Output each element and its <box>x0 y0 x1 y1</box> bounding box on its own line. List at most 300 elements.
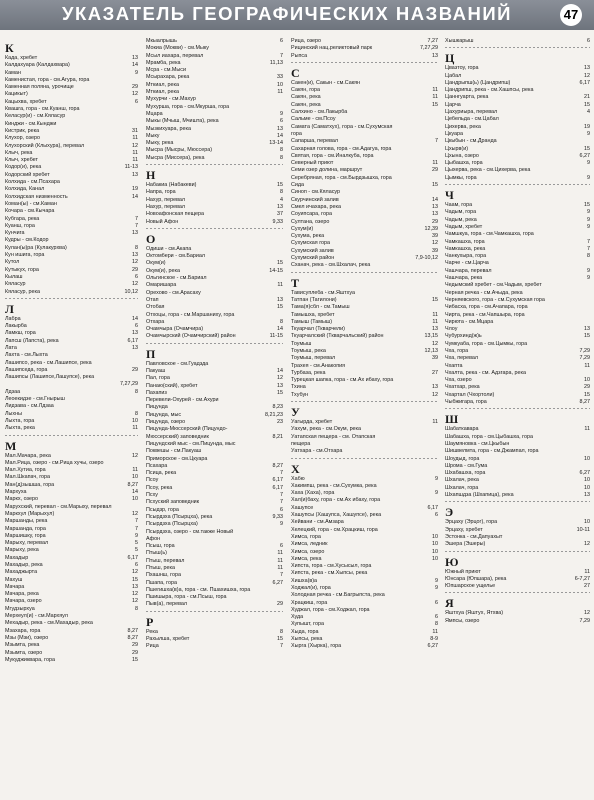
index-entry <box>291 643 438 650</box>
place-name: Цандрипш, река - см.Хашпсы, река <box>445 87 534 94</box>
page-reference: 13 <box>432 384 438 391</box>
place-name: Тоумыш, перевал <box>291 355 336 362</box>
page-reference: 7 <box>280 492 283 499</box>
place-name: Афон <box>146 535 161 542</box>
place-name: Цымкы, гора <box>445 174 477 181</box>
index-entry <box>146 477 283 484</box>
place-name: Мокиа (Мокви) - см.Мыку <box>146 45 209 52</box>
place-name: Леоекидзе - см.Гнырыш <box>5 396 65 403</box>
index-entry <box>146 629 283 636</box>
place-name: Лакырба <box>5 323 27 330</box>
index-entry <box>146 368 283 375</box>
place-name: Псыш, гора <box>146 543 175 550</box>
place-name: Квашга, гора - см.Куанш, гора <box>5 106 80 113</box>
place-name: Шхабашха, гора <box>445 470 486 477</box>
index-entry <box>291 476 438 483</box>
index-entry <box>291 304 438 311</box>
place-name: Салхино - см.Лакырба <box>291 109 348 116</box>
index-letter-heading: У <box>291 405 300 420</box>
index-entry <box>146 326 283 333</box>
index-entry <box>291 116 438 123</box>
place-name: Хышкарыш <box>445 38 474 44</box>
index-entry <box>445 363 590 370</box>
index-entry <box>146 390 283 397</box>
index-entry <box>5 230 138 237</box>
place-name: Мсыл иахара, перевал <box>146 52 204 59</box>
place-name: Псахара <box>146 462 168 469</box>
page-reference: 8,27 <box>127 627 138 634</box>
place-name: Сакян, река <box>291 101 321 108</box>
page-reference: 9 <box>280 521 283 528</box>
index-entry <box>291 426 438 433</box>
index-letter-heading: Н <box>146 168 156 183</box>
place-name: Псоу, река <box>146 484 173 491</box>
place-name: Хейвани - см.Амзара <box>291 519 344 526</box>
place-name: Мыкы (Мчыш, Мчишта), река <box>146 118 219 125</box>
index-entry <box>445 583 590 590</box>
page-reference: 12 <box>132 510 138 517</box>
page-reference: 5 <box>135 547 138 554</box>
place-name: Мсра - см.Мыси <box>146 67 187 74</box>
place-name: Яштхуа (Яштух, Ятхва) <box>445 610 504 617</box>
section-divider <box>445 408 590 409</box>
section-divider <box>146 343 283 344</box>
place-name: Колхида - см.Псахара <box>5 179 60 186</box>
place-name: Уахум, река - см.Окум, река <box>291 426 362 433</box>
index-entry <box>146 521 283 528</box>
place-name: Окум(и), река <box>146 267 181 274</box>
index-entry <box>146 282 283 289</box>
page-reference: 13 <box>132 583 138 590</box>
place-name: Марыху, перевал <box>5 540 49 547</box>
place-name: Хашупсе <box>291 504 314 511</box>
place-name: Пшишыра, гора - см.Псыш, гора <box>146 594 227 601</box>
page-reference: 31 <box>132 127 138 134</box>
index-entry <box>5 223 138 230</box>
place-name: Марухский, перевал - см.Марыху, перевал <box>5 503 112 510</box>
index-entry <box>445 297 590 304</box>
place-name: Шишвелмта, гора - см.Джампал, гора <box>445 448 539 455</box>
place-name: Махадыр <box>5 554 29 561</box>
page-reference: 8 <box>135 410 138 417</box>
place-name: Шрома - см.Гума <box>445 462 488 469</box>
place-name: Трахея - см.Анакопия <box>291 362 346 369</box>
index-entry <box>5 613 138 620</box>
index-entry <box>291 109 438 116</box>
place-name: Кодор(и), река <box>5 164 42 171</box>
index-entry <box>445 153 590 160</box>
index-entry <box>5 179 138 186</box>
index-entry <box>146 290 283 297</box>
index-entry <box>146 404 283 411</box>
place-name: Худа <box>291 614 304 621</box>
place-name: Юнсара (Юпшара), река <box>445 575 507 582</box>
index-entry <box>445 456 590 463</box>
page-reference: 12 <box>132 259 138 266</box>
place-name: Када, хребет <box>5 55 38 61</box>
index-entry <box>445 441 590 448</box>
place-name: Октомбери - см.Бариал <box>146 253 206 260</box>
place-name: Кудры - см.Кодор <box>5 237 49 244</box>
page-reference: 39 <box>432 233 438 240</box>
index-entry <box>291 204 438 211</box>
page-reference: 9 <box>435 585 438 591</box>
index-entry <box>445 224 590 231</box>
place-name: Клухор, озеро <box>5 135 40 142</box>
place-name: Чха, гора <box>445 347 469 354</box>
place-name: Шхалач, река <box>445 477 479 484</box>
page-reference: 12 <box>432 391 438 398</box>
index-entry <box>146 38 283 45</box>
page-reference: 27 <box>584 583 590 590</box>
index-entry <box>146 260 283 267</box>
place-name: Маркхул (Марыхул) <box>5 510 55 517</box>
place-name: Мцара <box>146 110 163 117</box>
index-entry <box>291 448 438 455</box>
section-divider <box>5 435 138 436</box>
index-entry <box>146 189 283 196</box>
page-reference: 14 <box>132 315 138 322</box>
page-reference: 7 <box>280 572 283 579</box>
index-entry <box>146 140 283 147</box>
place-name: Маршанда, гора <box>5 525 46 532</box>
index-column-3 <box>291 38 438 800</box>
index-entry <box>5 620 138 627</box>
page-reference: 9 <box>435 475 438 482</box>
page-reference: 11 <box>432 628 438 635</box>
place-name: Пхашнш, гора <box>146 572 181 579</box>
place-name: Пахапиз <box>146 389 167 396</box>
page-reference: 7 <box>280 470 283 477</box>
page-reference: 9 <box>135 69 138 76</box>
index-entry <box>291 182 438 189</box>
page-reference: 11 <box>432 87 438 94</box>
place-name: Пицунда-Мюссерский (Пицундо- <box>146 426 228 433</box>
page-reference: 8,27 <box>272 462 283 469</box>
section-divider <box>445 184 590 185</box>
place-name: Напра, гора <box>146 189 176 196</box>
page-reference: 8 <box>280 147 283 154</box>
index-entry <box>5 55 138 62</box>
index-letter-heading: Ш <box>445 412 459 427</box>
place-name: Цхына, озеро <box>445 152 479 159</box>
index-entry <box>146 463 283 470</box>
place-name: Мыку <box>146 132 160 139</box>
index-letter-heading: М <box>5 438 17 453</box>
page-reference: 6,17 <box>427 504 438 511</box>
index-entry <box>146 147 283 154</box>
index-entry <box>146 636 283 643</box>
index-entry <box>146 60 283 67</box>
page-title: УКАЗАТЕЛЬ ГЕОГРАФИЧЕСКИХ НАЗВАНИЙ <box>62 3 512 24</box>
page-reference: 6 <box>435 614 438 621</box>
page-reference: 13 <box>277 296 283 303</box>
index-letter-heading: Т <box>291 275 300 290</box>
page-reference: 7 <box>135 215 138 222</box>
page-reference: 11 <box>132 467 138 474</box>
page-reference: 10 <box>432 541 438 548</box>
place-name: Сакян, гора <box>291 87 321 94</box>
place-name: Псыдзр, гора <box>146 506 179 513</box>
index-entry <box>146 312 283 319</box>
place-name: Самата (Саматхух), гора - см.Сухумская <box>291 123 393 130</box>
index-entry <box>146 111 283 118</box>
place-name: Отобая <box>146 304 165 311</box>
page-reference: 19 <box>584 123 590 130</box>
page-reference: 7,29 <box>579 617 590 624</box>
place-name: Чамшкуа, гора - см.Чамкашха, гора <box>445 231 534 238</box>
page-reference: 8 <box>435 621 438 628</box>
index-entry <box>445 290 590 297</box>
place-name: Мызкихуара, река <box>146 125 191 132</box>
place-name: Цыхерва, река - см.Цихерва, река <box>445 167 531 174</box>
place-name: Ламкш, гора <box>5 330 36 337</box>
place-name: Кутол <box>5 259 20 266</box>
page-reference: 10 <box>277 81 283 88</box>
page-reference: 29 <box>132 366 138 373</box>
page-reference: 13 <box>277 382 283 389</box>
index-entry <box>445 355 590 362</box>
index-entry <box>445 527 590 534</box>
page-reference: 10 <box>432 548 438 555</box>
index-entry <box>445 231 590 238</box>
place-name: Южный приют <box>445 568 481 575</box>
page-reference: 11 <box>432 311 438 318</box>
index-entry <box>146 456 283 463</box>
index-entry <box>291 629 438 636</box>
place-name: пещера <box>291 440 311 447</box>
page-reference: 13-14 <box>269 140 283 147</box>
page-reference: 11 <box>132 149 138 156</box>
page-reference: 6 <box>280 506 283 513</box>
page-reference: 19 <box>132 186 138 193</box>
place-name: Хырга (Хырка), гора <box>291 643 342 650</box>
place-name: Скурчинский залив <box>291 196 339 203</box>
page-reference: 10 <box>432 533 438 540</box>
section-divider <box>146 228 283 229</box>
place-name: Кяласур, река <box>5 288 40 295</box>
place-name: Поквешы - см.Пакуаш <box>146 448 202 455</box>
place-name: Чха, озеро <box>445 377 472 384</box>
index-columns <box>5 38 590 800</box>
page-reference: 6,17 <box>127 337 138 344</box>
page-reference: 14 <box>132 489 138 496</box>
page-reference: 23 <box>277 419 283 426</box>
place-name: Черная речка - см.Ачыда, река <box>445 289 523 296</box>
index-entry <box>445 348 590 355</box>
place-name: Лашипседа, гора <box>5 366 48 373</box>
place-name: Лыхны <box>5 410 22 417</box>
index-entry <box>5 547 138 554</box>
page-reference: 6 <box>135 273 138 280</box>
place-name: Рицинский нац.реликтовый парк <box>291 45 373 52</box>
place-name: Мачара, озеро <box>5 598 42 605</box>
index-entry <box>291 326 438 333</box>
index-entry <box>5 635 138 642</box>
place-name: Султана, озеро <box>291 218 330 225</box>
index-entry <box>146 441 283 448</box>
index-entry <box>146 383 283 390</box>
page-reference: 8,27 <box>127 634 138 641</box>
place-name: Мысра (Миссера), река <box>146 154 205 161</box>
place-name: Чадым, хребет <box>445 223 483 230</box>
index-entry <box>291 226 438 233</box>
place-name: Кутыкух, гора <box>5 266 39 273</box>
place-name: Цихерва, река <box>445 123 481 130</box>
place-name: Мал.Рица, озеро - см.Рица хучы, озеро <box>5 459 104 466</box>
page-reference: 9 <box>587 223 590 230</box>
page-reference: 13,15 <box>424 333 438 340</box>
page-reference: 6,17 <box>579 79 590 86</box>
index-entry <box>5 135 138 142</box>
page-reference: 9 <box>435 577 438 584</box>
page-reference: 15 <box>132 576 138 583</box>
place-name: Кылаш <box>5 273 23 280</box>
index-entry <box>291 392 438 399</box>
index-entry <box>146 375 283 382</box>
page-reference: 15 <box>584 145 590 152</box>
index-entry <box>146 536 283 543</box>
index-entry <box>291 219 438 226</box>
place-name: Чанкухыра, гора <box>445 253 487 260</box>
place-name: Серебряная, гора - см.Бырдзышха, гора <box>291 174 392 181</box>
index-entry <box>5 345 138 352</box>
index-entry <box>5 259 138 266</box>
index-entry <box>5 208 138 215</box>
index-entry <box>291 490 438 497</box>
place-name: Сухумский залив <box>291 247 334 254</box>
page-reference: 12,13 <box>424 347 438 354</box>
place-name: Отхоцы, гора - см.Маршаниху, гора <box>146 311 235 318</box>
index-letter-heading: Х <box>291 461 300 476</box>
place-name: Махаджырта <box>5 569 38 576</box>
page-reference: 14 <box>277 367 283 374</box>
page-reference: 7 <box>280 499 283 506</box>
index-entry <box>146 246 283 253</box>
index-entry <box>445 485 590 492</box>
index-entry <box>291 38 438 45</box>
place-name: Лашипсы (Лашипсе,Лашупсе), река <box>5 374 95 381</box>
page-reference: 7,27,29 <box>120 381 138 388</box>
index-letter-heading: К <box>5 41 14 55</box>
place-name: Лашипсо, река - см.Лашипсе, река <box>5 359 92 366</box>
index-entry <box>5 91 138 98</box>
index-entry <box>146 96 283 103</box>
place-name: Мюссерский) заповедник <box>146 433 209 440</box>
page-reference: 27 <box>432 369 438 376</box>
page-reference: 12 <box>132 452 138 459</box>
place-name: Чхалта, река - см. Адзгара, река <box>445 369 526 376</box>
index-entry <box>291 549 438 556</box>
page-reference: 11 <box>584 362 590 369</box>
page-reference: 9 <box>587 216 590 223</box>
page-reference: 8,23 <box>272 404 283 411</box>
place-name: Чибасха, гора - см.Ачапара, гора <box>445 304 528 311</box>
index-entry <box>146 426 283 433</box>
place-name: Черняевского, гора - см.Сухумская гора <box>445 296 545 303</box>
place-name: Пицунда <box>146 404 168 411</box>
index-entry <box>5 425 138 432</box>
page-reference: 6-7,27 <box>574 575 590 582</box>
page-reference: 29 <box>432 218 438 225</box>
place-name: Хыда, гора <box>291 628 319 635</box>
page-reference: 6 <box>280 118 283 125</box>
page-reference: 9 <box>587 160 590 167</box>
place-name: Мархуха <box>5 489 27 496</box>
index-entry <box>5 323 138 330</box>
index-entry <box>445 146 590 153</box>
index-letter-heading: Р <box>146 614 154 629</box>
index-entry <box>5 172 138 179</box>
place-name: Турецкая шапка, гора - см.Ах ибаху, гора <box>291 377 394 384</box>
index-entry <box>5 106 138 113</box>
place-name: Чумкуаба, гора - см.Цымкы, гора <box>445 340 528 347</box>
index-entry <box>146 89 283 96</box>
page-reference: 15 <box>584 391 590 398</box>
place-name: Чха, перевал <box>445 355 479 362</box>
page-reference: 12 <box>132 91 138 98</box>
place-name: Набакиа (Набакеви) <box>146 182 197 189</box>
index-column-1 <box>5 38 138 800</box>
place-name: Химса, река <box>291 555 322 562</box>
index-column-2 <box>146 38 283 800</box>
place-name: Чыбжигара, гора <box>445 399 487 406</box>
place-name: Кацикыт) <box>5 91 28 98</box>
section-divider <box>445 501 590 502</box>
place-name: Псырдзха, озеро - см.также Новый <box>146 528 234 535</box>
page-reference: 37 <box>277 211 283 218</box>
place-name: Чарче - см.Царча <box>445 260 489 267</box>
page-reference: 5 <box>135 540 138 547</box>
index-entry <box>5 113 138 120</box>
index-entry <box>146 499 283 506</box>
page-reference: 10 <box>132 417 138 424</box>
place-name: Маркх, озеро <box>5 496 38 503</box>
index-entry <box>5 281 138 288</box>
place-name: Нахур, перевал <box>146 196 186 203</box>
index-entry <box>445 246 590 253</box>
index-entry <box>5 121 138 128</box>
index-entry <box>445 268 590 275</box>
place-name: Каменистая, гора - см.Агура, гора <box>5 76 90 83</box>
page-reference: 15 <box>432 101 438 108</box>
place-name: Эрцаху (Эрцог), гора <box>445 519 498 526</box>
section-divider <box>146 164 283 165</box>
index-entry <box>146 529 283 536</box>
index-entry <box>146 211 283 218</box>
place-name: Сакен(и), Сакын - см.Сакян <box>291 79 360 86</box>
page-reference: 12 <box>584 610 590 617</box>
page-reference: 14 <box>132 62 138 69</box>
index-column-4 <box>445 38 590 800</box>
place-name: Тависуплеба - см.Яштхуа <box>291 289 355 296</box>
page-reference: 8 <box>280 154 283 161</box>
page-reference: 9 <box>587 130 590 137</box>
page-reference: 10 <box>132 474 138 481</box>
page-reference: 6 <box>280 543 283 550</box>
place-name: Колхида, Канал <box>5 186 45 193</box>
place-name: Чубурхинд(ж)ь <box>445 333 482 340</box>
index-entry <box>146 297 283 304</box>
page-reference: 9 <box>587 209 590 216</box>
place-name: Псица, река <box>146 470 177 477</box>
place-name: Цкыбын - см.Дранда <box>445 138 497 145</box>
index-entry <box>445 253 590 260</box>
place-name: Очамчыра (Очамчира) <box>146 326 203 333</box>
page-reference: 7 <box>435 138 438 145</box>
page-reference: 15 <box>432 296 438 303</box>
page-reference: 12 <box>432 240 438 247</box>
